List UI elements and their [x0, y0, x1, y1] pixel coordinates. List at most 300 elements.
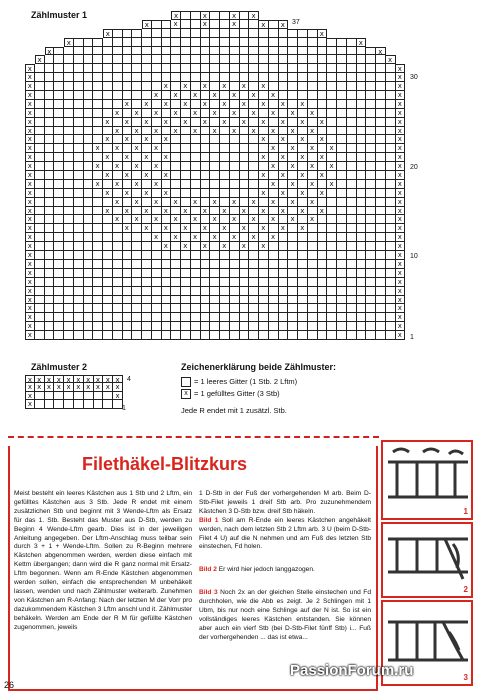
grid-cell [152, 100, 162, 109]
grid-cell [230, 331, 240, 340]
grid-cell [171, 73, 181, 82]
legend-filled [181, 389, 280, 399]
grid-cell [181, 180, 191, 189]
grid-cell [366, 11, 376, 20]
grid-cell [171, 287, 181, 296]
grid-cell: x [25, 233, 35, 242]
grid-cell [103, 287, 113, 296]
grid-cell [347, 207, 357, 216]
grid-cell [123, 251, 133, 260]
grid-cell [74, 29, 84, 38]
grid-cell [318, 127, 328, 136]
grid-cell [279, 260, 289, 269]
grid-cell: x [308, 109, 318, 118]
grid-cell [103, 322, 113, 331]
grid-cell: x [142, 207, 152, 216]
grid-cell: x [259, 118, 269, 127]
grid-cell [162, 215, 172, 224]
grid-cell: x [201, 100, 211, 109]
grid-cell [230, 29, 240, 38]
grid-cell [220, 47, 230, 56]
grid-cell [113, 82, 123, 91]
grid-cell [35, 313, 45, 322]
grid-cell [357, 118, 367, 127]
grid-cell [376, 287, 386, 296]
grid-cell [269, 189, 279, 198]
grid-cell [298, 109, 308, 118]
grid-cell: x [240, 100, 250, 109]
grid-cell [142, 29, 152, 38]
grid-cell: x [25, 180, 35, 189]
grid-cell [132, 64, 142, 73]
grid-cell [54, 55, 64, 64]
grid-cell [54, 135, 64, 144]
grid-cell [152, 269, 162, 278]
grid-cell [25, 38, 35, 47]
grid-cell [357, 269, 367, 278]
grid-cell [191, 287, 201, 296]
grid-cell [318, 242, 328, 251]
grid-cell [230, 287, 240, 296]
grid-cell: x [220, 82, 230, 91]
grid-cell [54, 91, 64, 100]
grid-cell [201, 47, 211, 56]
grid-cell [249, 260, 259, 269]
grid-cell: x [298, 207, 308, 216]
grid-cell [64, 304, 74, 313]
grid-cell [84, 400, 94, 408]
grid-cell [162, 180, 172, 189]
grid-cell [103, 304, 113, 313]
grid-cell: x [162, 189, 172, 198]
grid-cell: x [25, 224, 35, 233]
grid-cell [230, 260, 240, 269]
grid-cell [54, 313, 64, 322]
grid-cell [386, 224, 396, 233]
grid-cell [288, 331, 298, 340]
grid-cell: x [25, 127, 35, 136]
grid-cell [45, 109, 55, 118]
grid-cell [64, 269, 74, 278]
grid-cell: x [191, 233, 201, 242]
grid-cell [35, 189, 45, 198]
grid-cell [74, 118, 84, 127]
grid-cell: x [288, 144, 298, 153]
grid-cell: x [25, 242, 35, 251]
grid-cell [269, 82, 279, 91]
grid-cell [249, 269, 259, 278]
grid-cell [220, 189, 230, 198]
grid-cell: x [25, 383, 35, 391]
legend-note: Jede R endet mit 1 zusätzl. Stb. [181, 406, 287, 415]
grid-cell [318, 38, 328, 47]
grid-cell [337, 331, 347, 340]
grid-cell [191, 251, 201, 260]
grid-cell: x [162, 242, 172, 251]
legend-empty-text: = 1 leeres Gitter (1 Stb. 2 Lftm) [194, 377, 298, 386]
grid-cell [318, 260, 328, 269]
grid-cell: x [396, 91, 406, 100]
grid-cell [249, 38, 259, 47]
grid-cell [142, 242, 152, 251]
grid-cell: x [25, 91, 35, 100]
grid-cell: x [103, 118, 113, 127]
grid-cell [240, 127, 250, 136]
grid-cell [54, 11, 64, 20]
grid-cell [288, 304, 298, 313]
grid-cell [318, 11, 328, 20]
grid-cell [318, 180, 328, 189]
grid-cell: x [308, 127, 318, 136]
grid-cell [181, 153, 191, 162]
grid-cell [74, 304, 84, 313]
grid-cell [230, 100, 240, 109]
grid-cell [191, 207, 201, 216]
bild1-label: Bild 1 [199, 516, 219, 524]
grid-cell [327, 73, 337, 82]
grid-cell [45, 162, 55, 171]
grid-cell [210, 278, 220, 287]
grid-cell [210, 29, 220, 38]
grid-cell [181, 189, 191, 198]
grid-cell [318, 162, 328, 171]
grid-cell [191, 180, 201, 189]
grid-cell [318, 269, 328, 278]
grid-cell [337, 304, 347, 313]
grid-cell [191, 296, 201, 305]
grid-cell [298, 296, 308, 305]
grid-cell: x [230, 127, 240, 136]
grid-cell [279, 109, 289, 118]
grid-cell [84, 322, 94, 331]
grid-cell [142, 233, 152, 242]
grid-cell [113, 153, 123, 162]
grid-cell: x [103, 135, 113, 144]
grid-cell: x [132, 144, 142, 153]
grid-cell: x [25, 287, 35, 296]
grid-cell [171, 296, 181, 305]
grid-cell [240, 47, 250, 56]
grid-cell [298, 287, 308, 296]
grid-cell: x [327, 144, 337, 153]
grid-cell [327, 189, 337, 198]
grid-cell [54, 198, 64, 207]
grid-cell [152, 287, 162, 296]
grid-cell [45, 215, 55, 224]
grid-cell [64, 153, 74, 162]
grid-cell: x [220, 242, 230, 251]
grid-cell [259, 127, 269, 136]
grid-cell [220, 135, 230, 144]
grid-cell [162, 73, 172, 82]
grid-cell [123, 91, 133, 100]
grid-cell [123, 313, 133, 322]
grid-cell [210, 153, 220, 162]
grid-cell [64, 224, 74, 233]
chart2-grid [25, 375, 123, 409]
grid-cell [288, 269, 298, 278]
grid-cell [220, 180, 230, 189]
grid-cell [347, 47, 357, 56]
grid-cell [45, 242, 55, 251]
grid-cell [298, 304, 308, 313]
grid-cell: x [94, 383, 104, 391]
grid-cell: x [162, 153, 172, 162]
grid-cell [201, 64, 211, 73]
grid-cell: x [25, 304, 35, 313]
grid-cell: x [123, 224, 133, 233]
grid-cell [132, 287, 142, 296]
grid-cell [240, 20, 250, 29]
grid-cell: x [318, 29, 328, 38]
grid-cell [288, 38, 298, 47]
grid-cell [327, 20, 337, 29]
grid-cell [201, 73, 211, 82]
grid-cell [376, 20, 386, 29]
grid-cell [181, 215, 191, 224]
grid-cell [142, 296, 152, 305]
grid-cell [347, 38, 357, 47]
grid-cell [35, 251, 45, 260]
grid-cell [84, 189, 94, 198]
grid-cell [54, 64, 64, 73]
grid-cell [113, 47, 123, 56]
grid-cell: x [396, 189, 406, 198]
grid-cell [45, 207, 55, 216]
grid-cell: x [142, 20, 152, 29]
grid-cell [210, 287, 220, 296]
grid-cell [181, 109, 191, 118]
grid-cell: x [220, 118, 230, 127]
bild3-text: Noch 2x an der gleichen Stelle einstechen und Fd durchholen, wie die Abb es zeigt. Je 2 Schlingen mit 1 Ubm, bis nur noch eine Schlinge auf der N ist. So ist ein vollständiges leeres Kästchen entstanden. Sie können aber auch ein vierf Stb (bei D-Stb-Filet fünff Stb) i... Fuß der vorhergehenden ... das ist etwa... [199, 589, 371, 641]
grid-cell [35, 162, 45, 171]
grid-cell: x [113, 109, 123, 118]
grid-cell: x [93, 180, 103, 189]
grid-cell: x [25, 392, 35, 400]
grid-cell [152, 296, 162, 305]
grid-cell [171, 171, 181, 180]
grid-cell [74, 331, 84, 340]
grid-cell [386, 29, 396, 38]
grid-cell: x [220, 224, 230, 233]
grid-cell [210, 11, 220, 20]
grid-cell [396, 47, 406, 56]
grid-cell [181, 144, 191, 153]
grid-cell: x [142, 224, 152, 233]
bild1-text: Soll am R-Ende ein leeres Kästchen angehäkelt werden, nach dem letzten Stb 2 Lftm arb. 3 U (beim D-Stb-Filet 4 U) auf die N nehmen und am Fuß des letzten Stb einstechen, Fd holen. [199, 516, 371, 551]
grid-cell [259, 198, 269, 207]
grid-cell: x [103, 383, 113, 391]
grid-cell [308, 73, 318, 82]
grid-cell [279, 287, 289, 296]
divider [8, 436, 379, 438]
grid-cell [210, 322, 220, 331]
grid-cell [240, 331, 250, 340]
grid-cell [327, 100, 337, 109]
grid-cell: x [103, 29, 113, 38]
grid-cell [357, 251, 367, 260]
grid-cell: x [396, 224, 406, 233]
grid-cell [64, 47, 74, 56]
grid-cell [230, 224, 240, 233]
grid-cell [366, 20, 376, 29]
grid-cell [347, 144, 357, 153]
grid-cell [74, 313, 84, 322]
grid-cell [45, 180, 55, 189]
grid-cell [386, 127, 396, 136]
grid-cell [113, 91, 123, 100]
grid-cell [386, 207, 396, 216]
grid-cell [171, 251, 181, 260]
grid-cell [64, 91, 74, 100]
grid-cell [54, 118, 64, 127]
grid-cell [84, 73, 94, 82]
grid-cell [132, 82, 142, 91]
grid-cell [103, 73, 113, 82]
photo-2 [381, 522, 473, 598]
grid-cell: x [269, 109, 279, 118]
grid-cell [123, 331, 133, 340]
grid-cell [45, 392, 55, 400]
grid-cell [318, 251, 328, 260]
grid-cell: x [191, 215, 201, 224]
grid-cell [357, 91, 367, 100]
grid-cell [288, 100, 298, 109]
grid-cell [84, 82, 94, 91]
grid-cell [103, 20, 113, 29]
grid-cell [132, 153, 142, 162]
grid-cell [45, 135, 55, 144]
grid-cell [191, 47, 201, 56]
grid-cell [94, 392, 104, 400]
grid-cell: x [240, 224, 250, 233]
grid-cell [318, 296, 328, 305]
grid-cell [45, 278, 55, 287]
grid-cell [191, 11, 201, 20]
grid-cell [171, 55, 181, 64]
grid-cell [103, 55, 113, 64]
grid-cell: x [298, 189, 308, 198]
grid-cell [54, 322, 64, 331]
grid-cell [376, 38, 386, 47]
grid-cell [259, 38, 269, 47]
grid-cell [288, 29, 298, 38]
grid-cell [230, 304, 240, 313]
grid-cell [288, 322, 298, 331]
grid-cell [386, 198, 396, 207]
grid-cell [249, 55, 259, 64]
col2-intro: 1 D-Stb in der Fuß der vorhergehenden M arb. Beim D-Stb-Filet jeweils 1 dreif Stb arb. Pro zuzunehmendem Kästchen 3 D-Stb bzw. dreif Stb häkeln. [199, 490, 371, 515]
grid-cell: x [240, 82, 250, 91]
grid-cell [366, 127, 376, 136]
grid-cell: x [318, 118, 328, 127]
grid-cell: x [93, 162, 103, 171]
grid-cell: x [230, 109, 240, 118]
grid-cell [240, 64, 250, 73]
grid-cell [74, 400, 84, 408]
grid-cell [84, 224, 94, 233]
grid-cell [64, 144, 74, 153]
grid-cell: x [318, 189, 328, 198]
grid-cell [220, 322, 230, 331]
grid-cell [230, 73, 240, 82]
grid-cell [35, 91, 45, 100]
grid-cell [201, 189, 211, 198]
grid-cell [249, 47, 259, 56]
grid-cell [308, 29, 318, 38]
grid-cell [74, 392, 84, 400]
grid-cell [103, 127, 113, 136]
grid-cell [74, 207, 84, 216]
grid-cell [298, 82, 308, 91]
grid-cell [327, 11, 337, 20]
grid-cell [64, 260, 74, 269]
grid-cell [152, 64, 162, 73]
grid-cell [347, 91, 357, 100]
grid-cell [74, 38, 84, 47]
grid-cell [337, 224, 347, 233]
grid-cell [35, 215, 45, 224]
grid-cell [84, 278, 94, 287]
chart1-grid [25, 11, 405, 340]
grid-cell [132, 171, 142, 180]
grid-cell [269, 20, 279, 29]
chart1-row-30: 30 [410, 74, 418, 81]
grid-cell [230, 180, 240, 189]
grid-cell [230, 135, 240, 144]
grid-cell [74, 242, 84, 251]
grid-cell [269, 331, 279, 340]
grid-cell [318, 109, 328, 118]
grid-cell [74, 153, 84, 162]
grid-cell [269, 304, 279, 313]
grid-cell [366, 224, 376, 233]
grid-cell [288, 135, 298, 144]
grid-cell [123, 198, 133, 207]
grid-cell [337, 11, 347, 20]
grid-cell: x [25, 118, 35, 127]
grid-cell: x [171, 233, 181, 242]
grid-cell: x [25, 322, 35, 331]
grid-cell [366, 287, 376, 296]
grid-cell: x [298, 171, 308, 180]
grid-cell [308, 64, 318, 73]
grid-cell [74, 127, 84, 136]
grid-cell [162, 144, 172, 153]
grid-cell [230, 47, 240, 56]
grid-cell: x [162, 118, 172, 127]
grid-cell [64, 82, 74, 91]
grid-cell [357, 322, 367, 331]
grid-cell: x [396, 207, 406, 216]
grid-cell [210, 162, 220, 171]
grid-cell [162, 109, 172, 118]
grid-cell [181, 29, 191, 38]
grid-cell: x [249, 109, 259, 118]
grid-cell [113, 207, 123, 216]
grid-cell: x [162, 135, 172, 144]
grid-cell [376, 55, 386, 64]
grid-cell [347, 109, 357, 118]
filled-cell-icon: x [181, 389, 191, 399]
grid-cell [259, 287, 269, 296]
grid-cell [35, 296, 45, 305]
grid-cell [279, 55, 289, 64]
grid-cell [210, 64, 220, 73]
grid-cell [249, 100, 259, 109]
grid-cell [191, 313, 201, 322]
grid-cell [269, 269, 279, 278]
